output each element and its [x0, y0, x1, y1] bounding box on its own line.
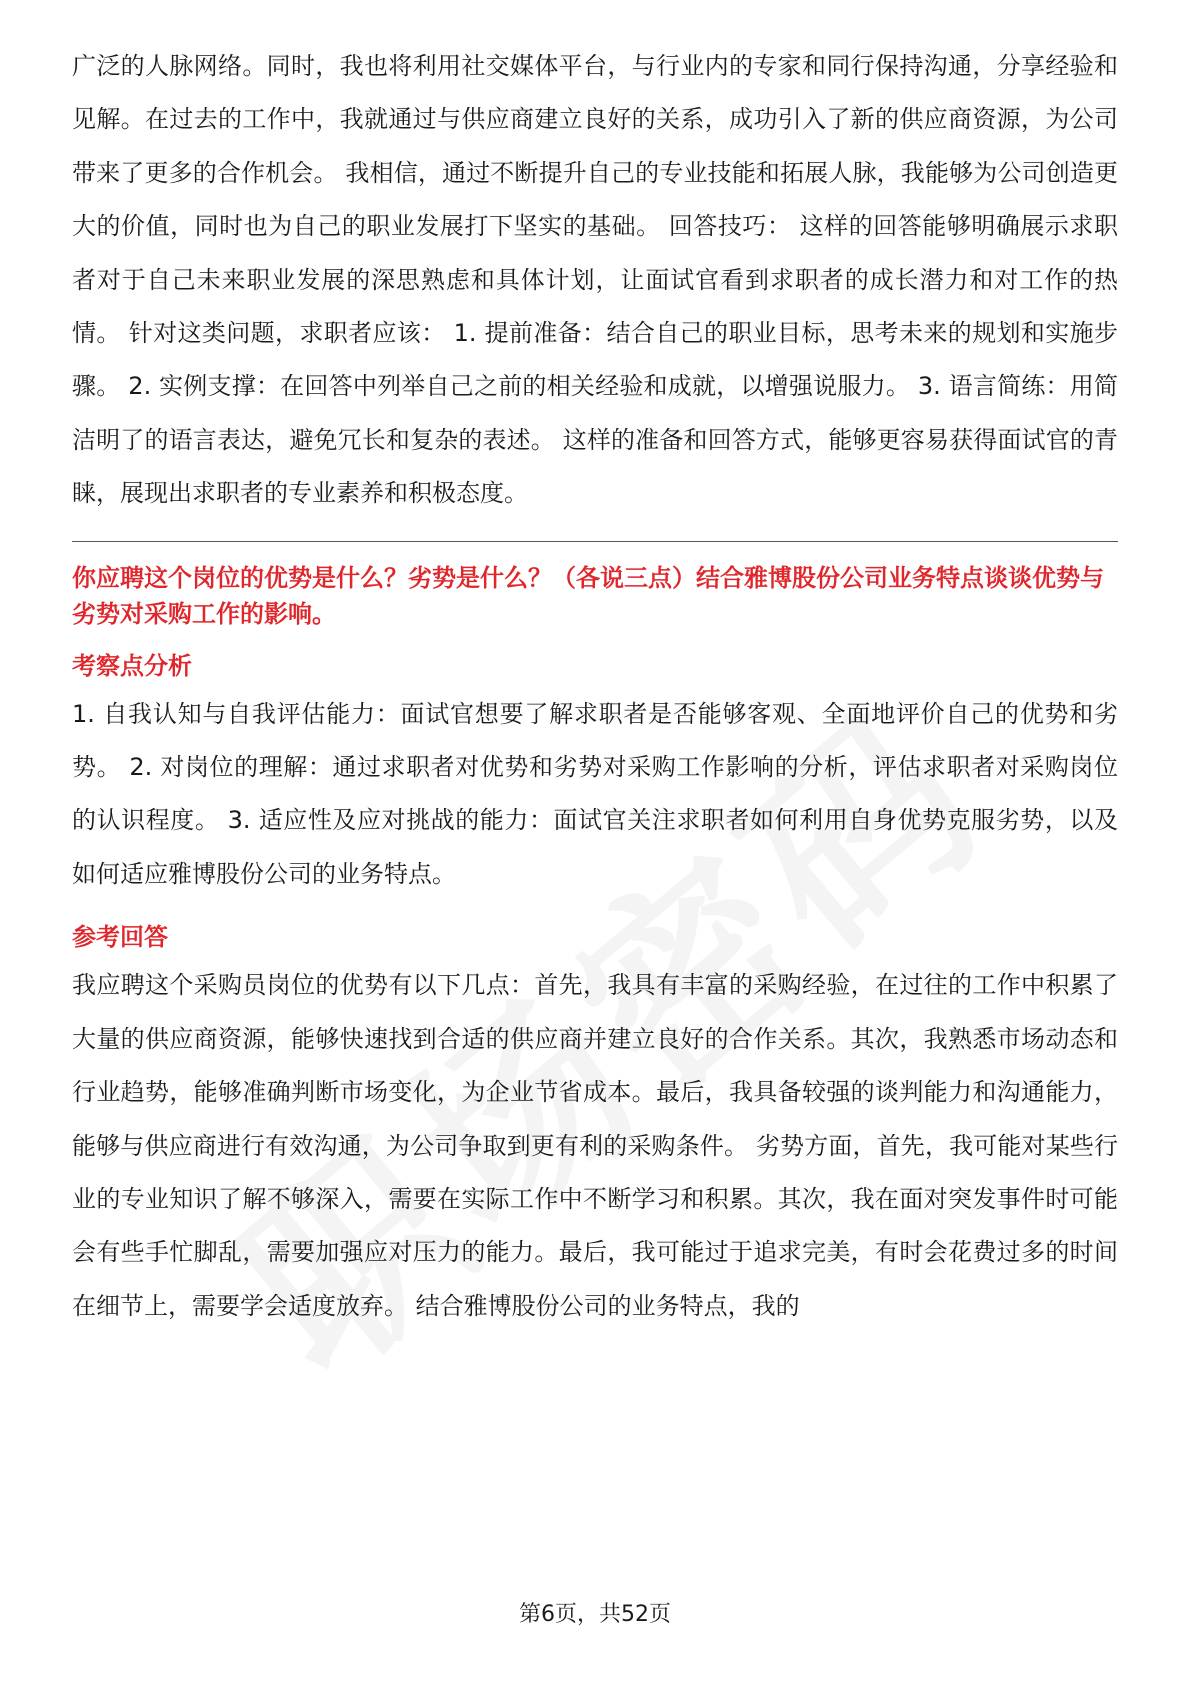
analysis-text: 1. 自我认知与自我评估能力：面试官想要了解求职者是否能够客观、全面地评价自己的优势和劣势。 2. 对岗位的理解：通过求职者对优势和劣势对采购工作影响的分析，评估求职者对采购岗位的认识程度。 3. 适应性及应对挑战的能力：面试官关注求职者如何利用自身优势克服劣势，以及如何适应雅博股份公司的业务特点。: [72, 699, 1118, 888]
answer-heading: 参考回答: [72, 923, 168, 952]
intro-paragraph: 广泛的人脉网络。同时，我也将利用社交媒体平台，与行业内的专家和同行保持沟通，分享经验和见解。在过去的工作中，我就通过与供应商建立良好的关系，成功引入了新的供应商资源，为公司带来了更多的合作机会。 我相信，通过不断提升自己的专业技能和拓展人脉，我能够为公司创造更大的价值，同时也为自己的职业发展打下坚实的基础。 回答技巧： 这样的回答能够明确展示求职者对于自己未来职业发展的深思熟虑和具体计划，让面试官看到求职者的成长潜力和对工作的热情。 针对这类问题，求职者应该： 1. 提前准备：结合自己的职业目标，思考未来的规划和实施步骤。 2. 实例支撑：在回答中列举自己之前的相关经验和成就，以增强说服力。 3. 语言简练：用简洁明了的语言表达，避免冗长和复杂的表述。 这样的准备和回答方式，能够更容易获得面试官的青睐，展现出求职者的专业素养和积极态度。: [72, 52, 1118, 508]
question-title: 你应聘这个岗位的优势是什么？劣势是什么？（各说三点）结合雅博股份公司业务特点谈谈优势与劣势对采购工作的影响。: [72, 563, 1104, 628]
page-number-footer: 第6页，共52页: [519, 1602, 671, 1627]
document-page: [72, 40, 1118, 1333]
analysis-heading: 考察点分析: [72, 651, 192, 680]
answer-text: 我应聘这个采购员岗位的优势有以下几点：首先，我具有丰富的采购经验，在过往的工作中积累了大量的供应商资源，能够快速找到合适的供应商并建立良好的合作关系。其次，我熟悉市场动态和行业趋势，能够准确判断市场变化，为企业节省成本。最后，我具备较强的谈判能力和沟通能力，能够与供应商进行有效沟通，为公司争取到更有利的采购条件。 劣势方面，首先，我可能对某些行业的专业知识了解不够深入，需要在实际工作中不断学习和积累。其次，我在面对突发事件时可能会有些手忙脚乱，需要加强应对压力的能力。最后，我可能过于追求完美，有时会花费过多的时间在细节上，需要学会适度放弃。 结合雅博股份公司的业务特点，我的: [72, 971, 1118, 1320]
section-divider: [72, 541, 1118, 542]
